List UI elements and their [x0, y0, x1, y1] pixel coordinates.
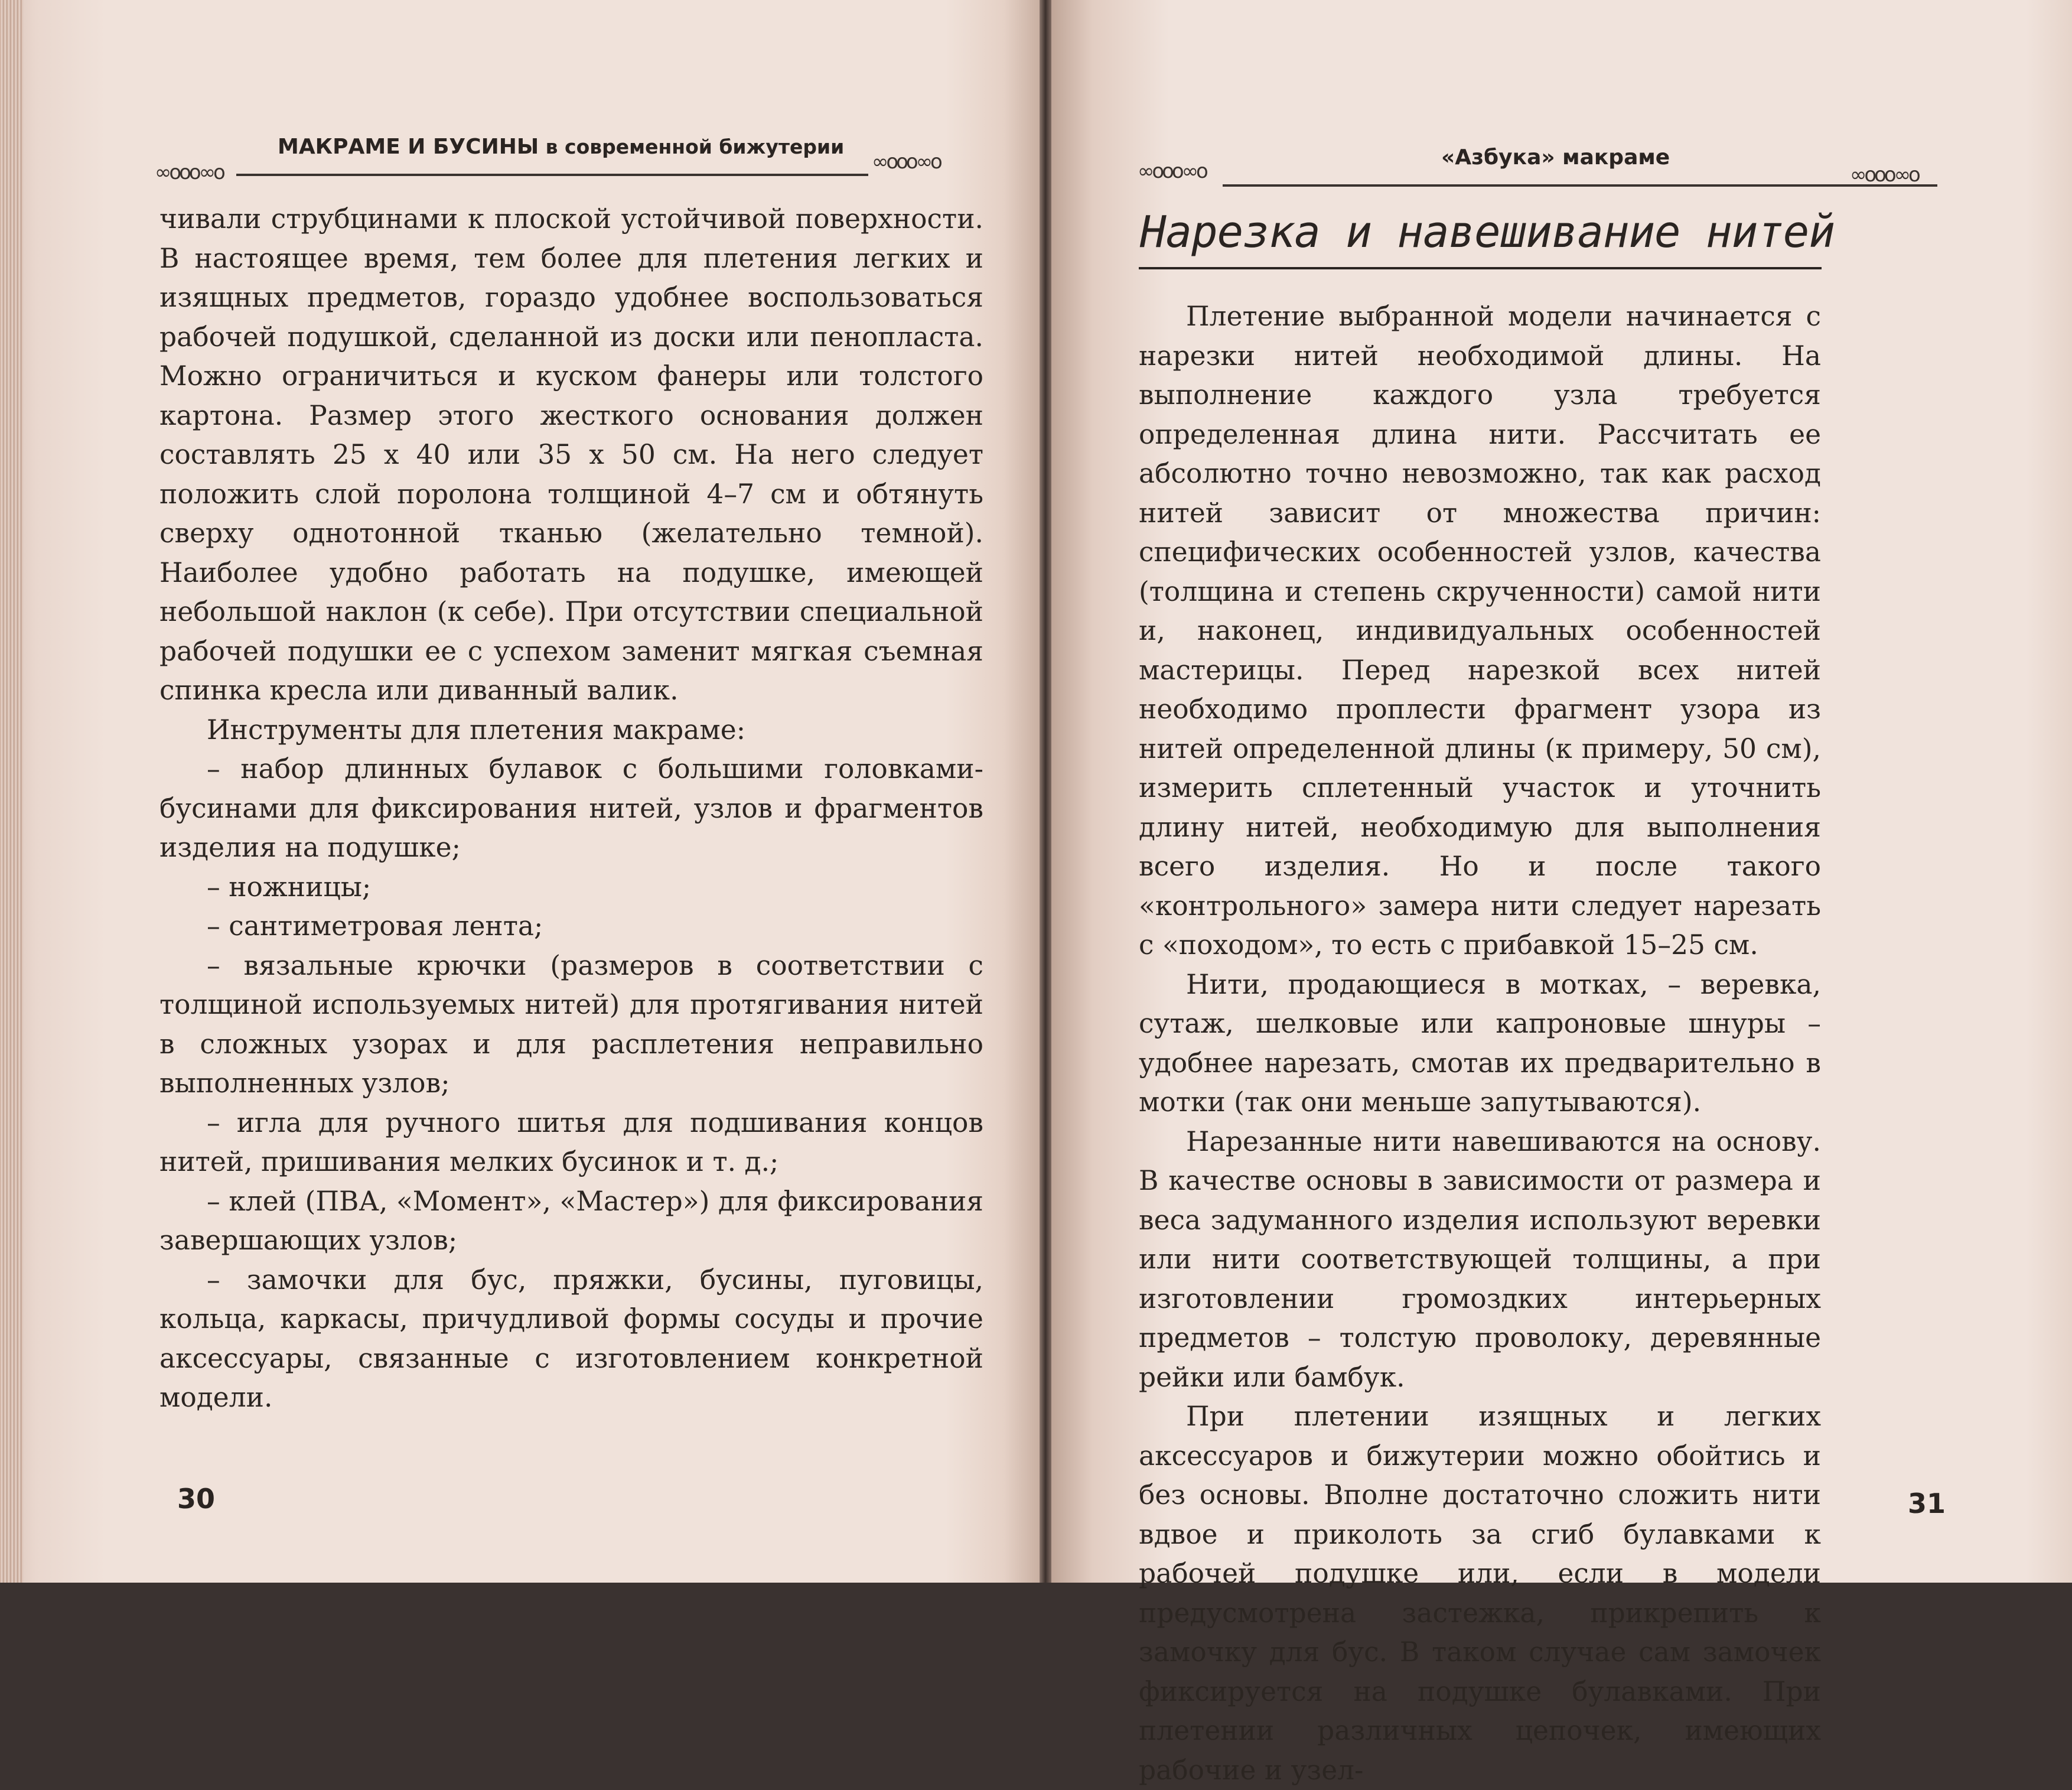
paragraph: При плетении изящных и легких аксессуаров и бижутерии можно обойтись и без основы. Вполне достаточно сложить нити вдвое и приколоть за сгиб булавками к рабочей подушке или, если в модели предусмотрена застежка, прикрепить к замочку для бус. В таком случае сам замочек фиксируется на подушке булавками. При плетении различных цепочек, имеющих рабочие и узел- — [1139, 1401, 1821, 1786]
left-header-rule — [236, 174, 868, 176]
book-gutter — [1040, 0, 1051, 1583]
list-item: – клей (ПВА, «Момент», «Мастер») для фиксирования завершающих узлов; — [159, 1185, 983, 1256]
list-item: – игла для ручного шитья для подшивания концов нитей, пришивания мелких бусинок и т. д.; — [159, 1106, 983, 1177]
paragraph: Нарезанные нити навешиваются на основу. В качестве основы в зависимости от размера и веса задуманного изделия используют веревки или нити соответствующей толщины, а при изготовлении громоздких интерьерных предметов – толстую проволоку, деревянные рейки или бамбук. — [1139, 1125, 1821, 1393]
section-title: Нарезка и навешивание нитей — [1140, 207, 1835, 258]
left-body-text — [159, 200, 983, 1418]
page-edge-stack — [0, 0, 24, 1583]
paragraph: Плетение выбранной модели начинается с нарезки нитей необходимой длины. На выполнение каждого узла требуется определенная длина нити. Рассчитать ее абсолютно точно невозможно, так как расход нитей зависит от множества причин: специфических особенностей узлов, качества (толщина и степень скрученности) самой нити и, наконец, индивидуальных особенностей мастерицы. Перед нарезкой всех нитей необходимо проплести фрагмент узора из нитей определенной длины (к примеру, 50 см), измерить сплетенный участок и уточнить длину нитей, необходимую для выполнения всего изделия. Но и после такого «контрольного» замера нити следует нарезать с «походом», то есть с прибавкой 15–25 см. — [1139, 301, 1821, 961]
paragraph: Инструменты для плетения макраме: — [207, 714, 746, 746]
right-header-rule — [1223, 184, 1937, 187]
left-page — [0, 0, 1040, 1583]
section-title-rule — [1139, 267, 1822, 269]
left-running-head — [278, 135, 844, 159]
list-item: – замочки для бус, пряжки, бусины, пуговицы, кольца, каркасы, причудливой формы сосуды и прочие аксессуары, связанные с изготовлением конкретной модели. — [159, 1264, 983, 1413]
right-body-text — [1139, 297, 1821, 1790]
list-item: – сантиметровая лента; — [207, 910, 543, 942]
left-page-number: 30 — [177, 1483, 216, 1515]
right-page-number: 31 — [1908, 1488, 1946, 1519]
right-running-head: «Азбука» макраме — [1441, 145, 1670, 170]
right-ornament-start: ∞ooo∞o — [1138, 160, 1206, 183]
running-head-rest: в современной бижутерии — [539, 135, 845, 158]
paragraph: чивали струбцинами к плоской устойчивой поверхности. В настоящее время, тем более для плетения легких и изящных предметов, гораздо удобнее воспользоваться рабочей подушкой, сделанной из доски или пенопласта. Можно ограничиться и куском фанеры или толстого картона. Размер этого жесткого основания должен составлять 25 х 40 или 35 х 50 см. На него следует положить слой поролона толщиной 4–7 см и обтянуть сверху однотонной тканью (желательно темной). Наиболее удобно работать на подушке, имеющей небольшой наклон (к себе). При отсутствии специальной рабочей подушки ее с успехом заменит мягкая съемная спинка кресла или диванный валик. — [159, 203, 983, 706]
right-page — [1051, 0, 2072, 1786]
left-ornament-end: ∞ooo∞o — [872, 150, 940, 174]
paragraph: Нити, продающиеся в мотках, – веревка, сутаж, шелковые или капроновые шнуры – удобнее нарезать, смотав их предварительно в мотки (так они меньше запутываются). — [1139, 968, 1821, 1118]
right-ornament-end: ∞ooo∞o — [1850, 163, 1918, 187]
list-item: – вязальные крючки (размеров в соответствии с толщиной используемых нитей) для протягивания нитей в сложных узорах и для расплетения неправильно выполненных узлов; — [159, 949, 983, 1099]
running-head-main: МАКРАМЕ И БУСИНЫ — [278, 135, 539, 159]
list-item: – набор длинных булавок с большими головками-бусинами для фиксирования нитей, узлов и фрагментов изделия на подушке; — [159, 753, 983, 863]
list-item: – ножницы; — [207, 871, 372, 903]
left-ornament-start: ∞ooo∞o — [155, 161, 223, 184]
